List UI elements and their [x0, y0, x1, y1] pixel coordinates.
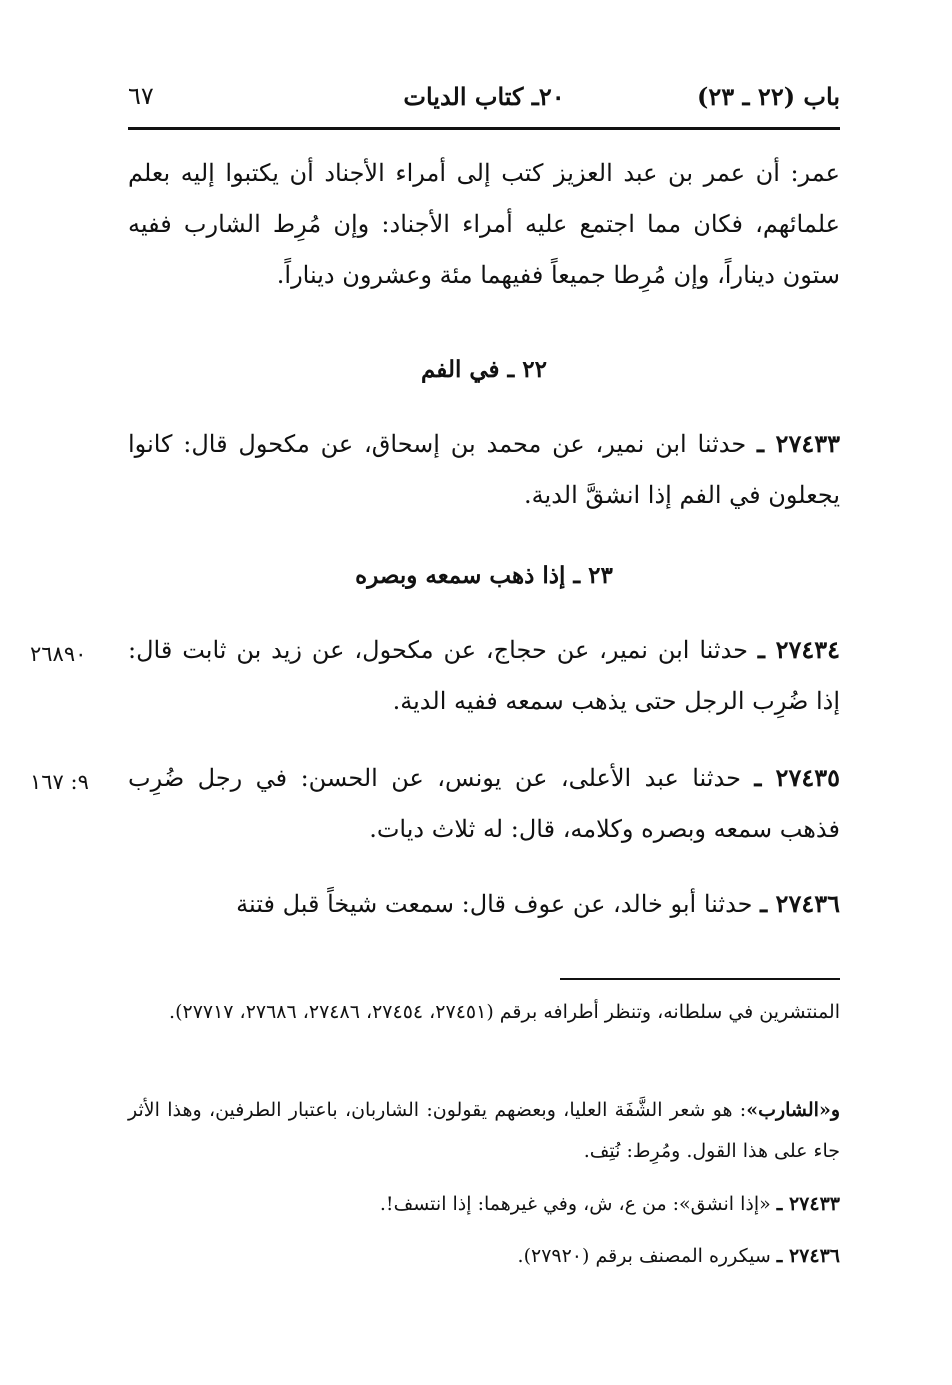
footnote-4 — [128, 1236, 878, 1277]
hadith-27435 — [128, 752, 840, 855]
footnote-text: «إذا انشق»: من ع، ش، وفي غيرهما: إذا انتسف!. — [379, 1193, 777, 1215]
hadith-27434 — [128, 624, 840, 727]
hadith-number: ٢٧٤٣٤ ـ — [757, 635, 841, 664]
hadith-27436 — [128, 878, 840, 930]
running-header — [128, 82, 840, 122]
footnote-text: : هو شعر الشَّفَة العليا، وبعضهم يقولون: الشاربان، باعتبار الطرفين، وهذا الأثر جاء على هذا القول. ومُرِط: نُتِف. — [128, 1099, 840, 1162]
hadith-number: ٢٧٤٣٣ ـ — [756, 429, 840, 458]
hadith-text: حدثنا ابن نمير، عن حجاج، عن مكحول، عن زيد بن ثابت قال: إذا ضُرِب الرجل حتى يذهب سمعه ففيه الدية. — [128, 636, 840, 715]
hadith-number: ٢٧٤٣٦ ـ — [760, 889, 840, 918]
footnote-2 — [128, 1090, 878, 1172]
hadith-number: ٢٧٤٣٥ ـ — [754, 763, 840, 792]
footnote-1: المنتشرين في سلطانه، وتنظر أطرافه برقم (٢٧٤٥١، ٢٧٤٥٤، ٢٧٤٨٦، ٢٧٦٨٦، ٢٧٧١٧). — [169, 1001, 840, 1023]
chapter-range: باب (٢٢ ـ ٢٣) — [697, 82, 840, 111]
footnote-label: ٢٧٤٣٣ ـ — [776, 1193, 840, 1215]
book-title: ٢٠ـ كتاب الديات — [403, 82, 565, 111]
margin-reference: ٢٦٨٩٠ — [30, 642, 87, 666]
hadith-text: حدثنا ابن نمير، عن محمد بن إسحاق، عن مكحول قال: كانوا يجعلون في الفم إذا انشقَّ الدية. — [128, 430, 840, 509]
hadith-text: حدثنا عبد الأعلى، عن يونس، عن الحسن: في رجل ضُرِب فذهب سمعه وبصره وكلامه، قال: له ثلاث ديات. — [128, 764, 840, 843]
section-title-hearing-sight: ٢٣ ـ إذا ذهب سمعه وبصره — [355, 562, 613, 589]
footnote-label: و«الشارب» — [746, 1099, 840, 1121]
footnote-text: سيكرره المصنف برقم (٢٧٩٢٠). — [517, 1245, 777, 1267]
hadith-27433 — [128, 418, 840, 521]
page-number: ٦٧ — [128, 82, 154, 110]
intro-paragraph: عمر: أن عمر بن عبد العزيز كتب إلى أمراء الأجناد أن يكتبوا إليه بعلم علمائهم، فكان مما اجتمع عليه أمراء الأجناد: وإن مُرِط الشارب ففيه ستون ديناراً، وإن مُرِطا جميعاً ففيهما مئة وعشرون ديناراً. — [128, 159, 840, 289]
section-title-mouth: ٢٢ ـ في الفم — [421, 356, 547, 383]
margin-reference: ٩: ١٦٧ — [30, 770, 89, 794]
footnote-rule — [560, 978, 840, 980]
hadith-text: حدثنا أبو خالد، عن عوف قال: سمعت شيخاً قبل فتنة — [236, 890, 761, 918]
footnote-3 — [128, 1184, 878, 1225]
footnote-label: ٢٧٤٣٦ ـ — [776, 1245, 840, 1267]
header-rule — [128, 127, 840, 130]
